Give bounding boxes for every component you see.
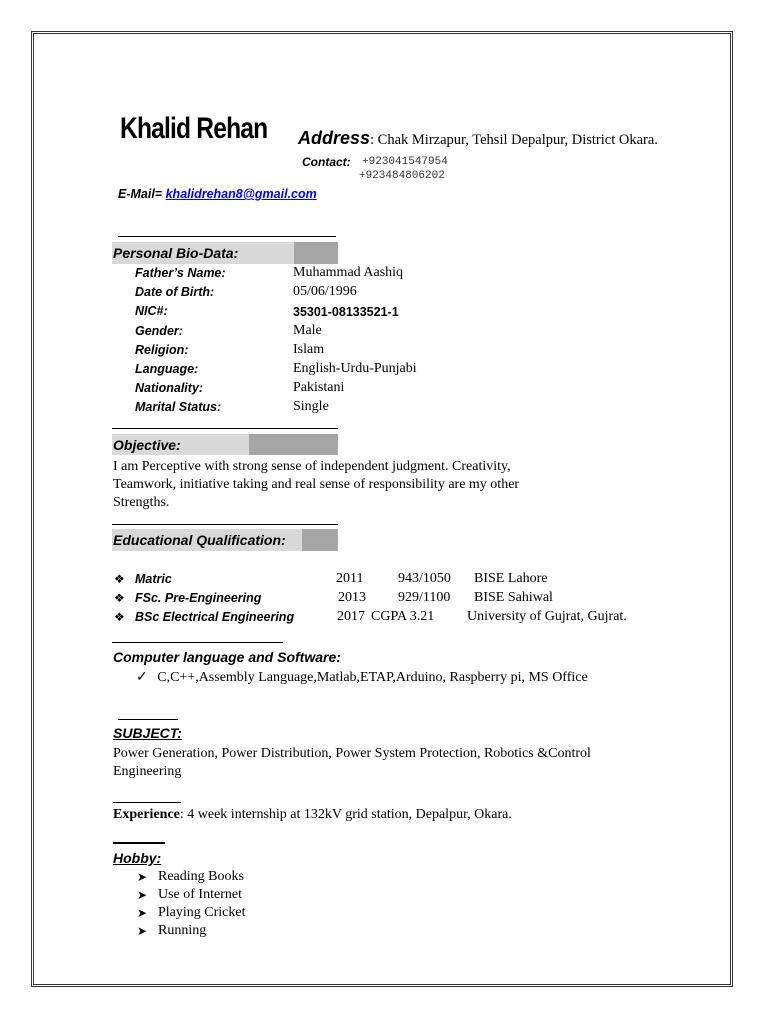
check-icon: ✓ [136, 670, 148, 685]
diamond-bullet-icon: ❖ [114, 591, 125, 605]
subject-text [113, 745, 591, 781]
bio-value: 35301-08133521-1 [293, 305, 399, 320]
software-item [136, 669, 588, 686]
contact-label: Contact: [302, 155, 351, 169]
diamond-bullet-icon: ❖ [114, 610, 125, 624]
email-label: E-Mail= [118, 187, 163, 201]
bio-value: Single [293, 399, 329, 415]
bio-value: Male [293, 322, 322, 338]
bio-value: Muhammad Aashiq [293, 265, 404, 280]
divider [118, 236, 336, 237]
subject-line: Power Generation, Power Distribution, Power System Protection, Robotics &Control [113, 746, 591, 761]
education-board: BISE Lahore [474, 571, 548, 586]
divider [112, 642, 283, 643]
education-score: CGPA 3.21 [371, 609, 435, 624]
education-score: 929/1100 [398, 590, 451, 605]
bio-label: Marital Status: [135, 400, 222, 415]
experience-line [113, 807, 512, 823]
phone-1: +923041547954 [362, 156, 448, 168]
bio-value: English-Urdu-Punjabi [293, 361, 417, 376]
section-bar-shade [249, 434, 338, 455]
experience-value: : 4 week internship at 132kV grid station, Depalpur, Okara. [179, 807, 512, 822]
phone-2: +923484806202 [359, 170, 445, 182]
section-bar-shade [294, 242, 338, 264]
arrow-bullet-icon: ➤ [137, 888, 148, 902]
diamond-bullet-icon: ❖ [114, 572, 125, 586]
divider [112, 524, 338, 525]
education-score: 943/1050 [398, 571, 451, 586]
education-board: BISE Sahiwal [474, 590, 553, 605]
divider [118, 719, 178, 720]
education-degree: FSc. Pre-Engineering [135, 591, 262, 605]
experience-label: Experience [113, 807, 180, 822]
divider [113, 802, 181, 803]
education-year: 2017 [337, 609, 365, 624]
arrow-bullet-icon: ➤ [137, 924, 148, 938]
objective-text [113, 458, 519, 512]
hobby-item: Playing Cricket [158, 905, 246, 920]
candidate-name: Khalid Rehan [120, 112, 268, 145]
address-label: Address [298, 128, 371, 148]
bio-value: Pakistani [293, 380, 345, 396]
education-year: 2011 [336, 571, 364, 586]
bio-label: Religion: [135, 342, 189, 357]
bio-value: Islam [293, 341, 325, 357]
email-link[interactable]: khalidrehan8@gmail.com [165, 187, 317, 201]
bio-label: Language: [135, 362, 199, 376]
hobby-item: Use of Internet [158, 887, 242, 902]
section-title-education: Educational Qualification: [113, 532, 286, 548]
hobby-item: Reading Books [158, 869, 244, 884]
bio-label: Nationality: [135, 381, 204, 396]
address-line [298, 128, 658, 149]
section-title-subject: SUBJECT: [113, 725, 182, 741]
bio-label: Father’s Name: [135, 266, 226, 280]
bio-label: Date of Birth: [135, 285, 215, 300]
divider [113, 842, 165, 844]
email-line [118, 187, 317, 201]
divider [112, 428, 338, 429]
education-degree: Matric [135, 572, 172, 586]
hobby-item: Running [158, 923, 207, 938]
bio-label: NIC#: [135, 304, 168, 319]
section-title-hobby: Hobby: [113, 850, 162, 866]
section-title-computer: Computer language and Software: [113, 649, 341, 665]
objective-line: I am Perceptive with strong sense of independent judgment. Creativity, [113, 459, 511, 474]
section-title-objective: Objective: [113, 437, 181, 453]
address-value: : Chak Mirzapur, Tehsil Depalpur, District Okara. [370, 132, 658, 148]
software-text: C,C++,Assembly Language,Matlab,ETAP,Arduino, Raspberry pi, MS Office [157, 670, 588, 685]
section-bar-shade [302, 529, 338, 551]
arrow-bullet-icon: ➤ [137, 870, 148, 884]
section-title-bio: Personal Bio-Data: [113, 245, 239, 261]
objective-line: Strengths. [113, 495, 170, 510]
education-board: University of Gujrat, Gujrat. [467, 609, 627, 624]
education-degree: BSc Electrical Engineering [135, 610, 295, 624]
objective-line: Teamwork, initiative taking and real sense of responsibility are my other [113, 477, 520, 492]
education-year: 2013 [338, 590, 366, 605]
subject-line: Engineering [113, 764, 182, 779]
arrow-bullet-icon: ➤ [137, 906, 148, 920]
bio-label: Gender: [135, 323, 183, 338]
bio-value: 05/06/1996 [293, 284, 357, 300]
